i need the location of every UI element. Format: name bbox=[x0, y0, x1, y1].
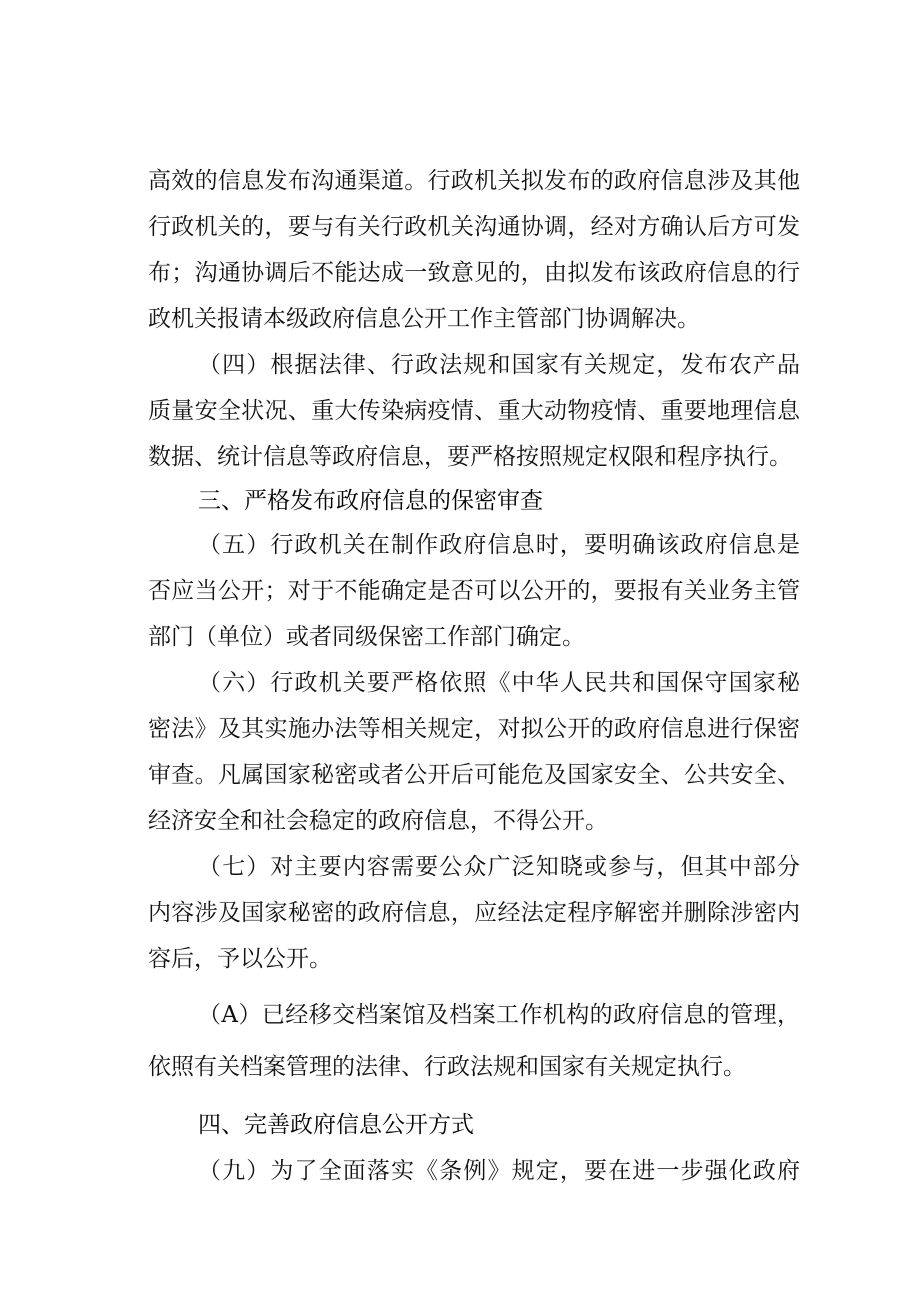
paragraph-line: 容后，予以公开。 bbox=[148, 946, 332, 972]
paragraph-line: 密法》及其实施办法等相关规定，对拟公开的政府信息进行保密 bbox=[148, 716, 800, 742]
paragraph-line: （七）对主要内容需要公众广泛知晓或参与，但其中部分 bbox=[198, 854, 800, 880]
paragraph-line: 高效的信息发布沟通渠道。行政机关拟发布的政府信息涉及其他 bbox=[148, 168, 800, 194]
paragraph-line: 经济安全和社会稳定的政府信息，不得公开。 bbox=[148, 808, 608, 834]
paragraph-line: 内容涉及国家秘密的政府信息，应经法定程序解密并删除涉密内 bbox=[148, 900, 800, 926]
section-heading: 四、完善政府信息公开方式 bbox=[198, 1112, 474, 1138]
paragraph-line: 依照有关档案管理的法律、行政法规和国家有关规定执行。 bbox=[148, 1054, 746, 1080]
paragraph-line: 数据、统计信息等政府信息，要严格按照规定权限和程序执行。 bbox=[148, 444, 792, 470]
paragraph-line: 布；沟通协调后不能达成一致意见的，由拟发布该政府信息的行 bbox=[148, 260, 800, 286]
paragraph-line: 部门（单位）或者同级保密工作部门确定。 bbox=[148, 624, 585, 650]
paragraph-line: （四）根据法律、行政法规和国家有关规定，发布农产品 bbox=[198, 352, 800, 378]
paragraph-line: （A）已经移交档案馆及档案工作机构的政府信息的管理， bbox=[198, 1002, 800, 1028]
paragraph-line: 审查。凡属国家秘密或者公开后可能危及国家安全、公共安全、 bbox=[148, 762, 800, 788]
paragraph-line: （五）行政机关在制作政府信息时，要明确该政府信息是 bbox=[198, 532, 800, 558]
paragraph-line: 政机关报请本级政府信息公开工作主管部门协调解决。 bbox=[148, 306, 700, 332]
paragraph-line: （六）行政机关要严格依照《中华人民共和国保守国家秘 bbox=[198, 670, 800, 696]
paragraph-line: 质量安全状况、重大传染病疫情、重大动物疫情、重要地理信息 bbox=[148, 398, 800, 424]
paragraph-line: 行政机关的，要与有关行政机关沟通协调，经对方确认后方可发 bbox=[148, 214, 800, 240]
paragraph-line: 否应当公开；对于不能确定是否可以公开的，要报有关业务主管 bbox=[148, 578, 800, 604]
paragraph-line: （九）为了全面落实《条例》规定，要在进一步强化政府 bbox=[198, 1158, 800, 1184]
section-heading: 三、严格发布政府信息的保密审查 bbox=[198, 488, 543, 514]
